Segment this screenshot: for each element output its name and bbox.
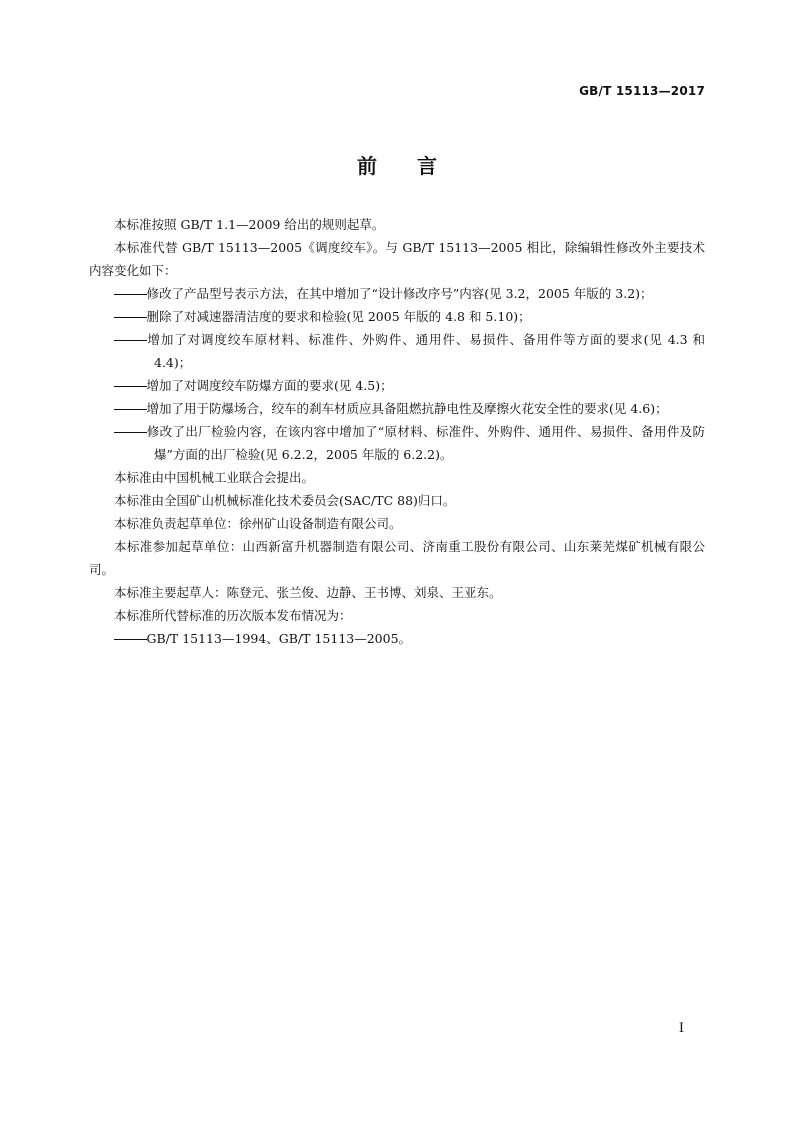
page-number: I — [678, 1021, 684, 1036]
paragraph: 本标准主要起草人：陈登元、张兰俊、边静、王书博、刘泉、王亚东。 — [114, 585, 502, 600]
foreword-body — [89, 213, 705, 650]
page-title: 前言 — [357, 154, 477, 178]
dash-mark — [114, 340, 147, 341]
paragraph: 本标准代替 GB/T 15113—2005《调度绞车》。与 GB/T 15113—2005 相比，除编辑性修改外主要技术内容变化如下： — [89, 240, 705, 278]
paragraph: 本标准负责起草单位：徐州矿山设备制造有限公司。 — [114, 516, 402, 531]
list-item: 增加了用于防爆场合，绞车的刹车材质应具备阻燃抗静电性及摩擦火花安全性的要求(见 4.6)； — [89, 397, 705, 420]
paragraph: 本标准由中国机械工业联合会提出。 — [114, 470, 315, 485]
standard-code: GB/T 15113—2017 — [579, 84, 705, 98]
dash-mark — [114, 409, 147, 410]
dash-mark — [114, 432, 147, 433]
dash-mark — [114, 294, 147, 295]
paragraph: 本标准由全国矿山机械标准化技术委员会(SAC/TC 88)归口。 — [114, 493, 456, 508]
list-item: 删除了对减速器清洁度的要求和检验(见 2005 年版的 4.8 和 5.10)； — [89, 305, 705, 328]
list-item: 修改了出厂检验内容，在该内容中增加了“原材料、标准件、外购件、通用件、易损件、备用件及防爆”方面的出厂检验(见 6.2.2，2005 年版的 6.2.2)。 — [89, 420, 705, 466]
paragraph: 本标准所代替标准的历次版本发布情况为： — [114, 608, 352, 623]
paragraph: 本标准参加起草单位：山西新富升机器制造有限公司、济南重工股份有限公司、山东莱芜煤矿机械有限公司。 — [89, 539, 705, 577]
list-item: 修改了产品型号表示方法，在其中增加了“设计修改序号”内容(见 3.2，2005 年版的 3.2)； — [89, 282, 705, 305]
list-item: 增加了对调度绞车防爆方面的要求(见 4.5)； — [89, 374, 705, 397]
list-item: GB/T 15113—1994、GB/T 15113—2005。 — [89, 627, 705, 650]
dash-mark — [114, 386, 147, 387]
paragraph: 本标准按照 GB/T 1.1—2009 给出的规则起草。 — [114, 217, 385, 232]
list-item: 增加了对调度绞车原材料、标准件、外购件、通用件、易损件、备用件等方面的要求(见 4.3 和 4.4)； — [89, 328, 705, 374]
dash-mark — [114, 639, 147, 640]
dash-mark — [114, 317, 147, 318]
